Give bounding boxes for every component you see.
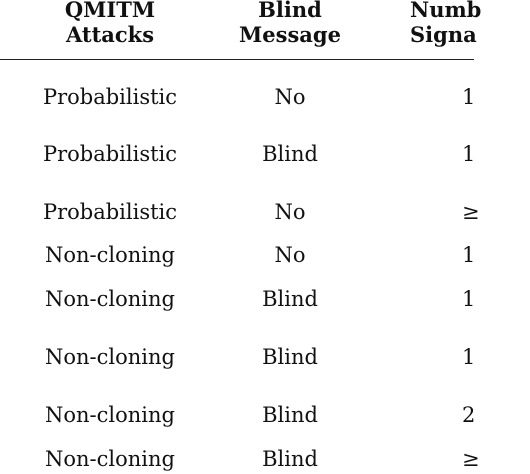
header-line: Attacks xyxy=(65,22,155,47)
cell-number: ≥ xyxy=(462,447,480,471)
cell-blind: No xyxy=(274,85,306,109)
cell-number: 1 xyxy=(462,243,476,267)
cell-attack: Non-cloning xyxy=(45,243,175,267)
cell-attack: Non-cloning xyxy=(45,345,175,369)
cell-attack: Probabilistic xyxy=(42,142,178,166)
cell-attack: Non-cloning xyxy=(45,287,175,311)
cell-attack: Non-cloning xyxy=(45,447,175,471)
header-line: Signa xyxy=(410,22,477,47)
cell-attack: Probabilistic xyxy=(42,85,178,109)
header-line: QMITM xyxy=(64,0,156,22)
cell-blind: Blind xyxy=(262,142,318,166)
cell-blind: Blind xyxy=(262,345,318,369)
header-number-signatures xyxy=(410,0,530,47)
header-line: Numb xyxy=(410,0,482,22)
cell-number: 1 xyxy=(462,345,476,369)
cell-attack: Non-cloning xyxy=(45,403,175,427)
cell-blind: Blind xyxy=(262,287,318,311)
header-blind-message xyxy=(220,0,360,47)
cell-blind: Blind xyxy=(262,403,318,427)
cell-number: ≥ xyxy=(462,200,480,224)
cell-blind: No xyxy=(274,200,306,224)
header-line: Blind xyxy=(258,0,322,22)
cell-attack: Probabilistic xyxy=(42,200,178,224)
cell-number: 1 xyxy=(462,142,476,166)
header-qmitm-attacks xyxy=(20,0,200,47)
cell-blind: No xyxy=(274,243,306,267)
cell-blind: Blind xyxy=(262,447,318,471)
header-rule xyxy=(0,59,474,60)
header-line: Message xyxy=(239,22,341,47)
cell-number: 1 xyxy=(462,287,476,311)
cell-number: 1 xyxy=(462,85,476,109)
cell-number: 2 xyxy=(462,403,476,427)
